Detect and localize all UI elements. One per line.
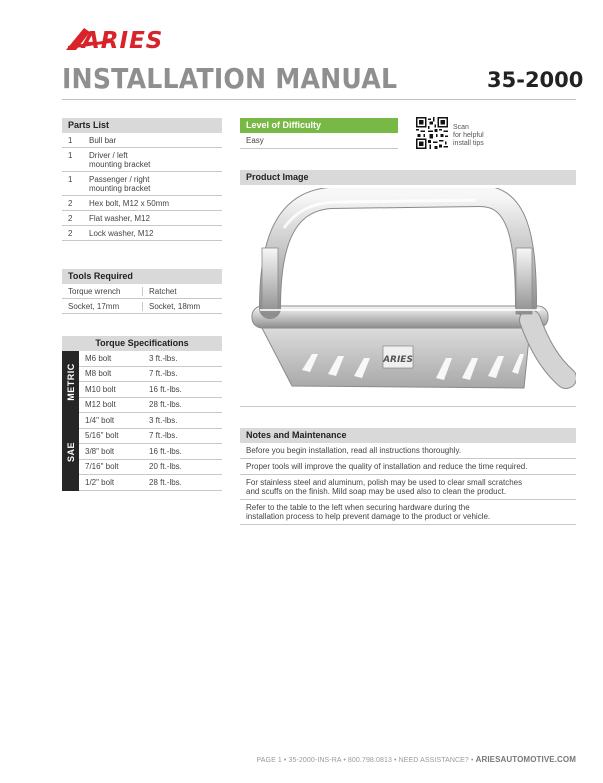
part-number: 35-2000 [487, 68, 584, 92]
torque-row [79, 382, 222, 398]
tools-heading: Tools Required [62, 269, 222, 284]
bolt-size: 5/16" bolt [85, 431, 119, 441]
difficulty-value: Easy [240, 133, 398, 149]
note-item: For stainless steel and aluminum, polish may be used to clear small scratches and scuffs on the finish. Mild soap may be used also to clean the product. [240, 475, 576, 500]
part-description: Passenger / right mounting bracket [89, 175, 151, 193]
part-quantity: 2 [68, 214, 73, 223]
torque-value: 7 ft.-lbs. [149, 369, 178, 379]
parts-row [62, 172, 222, 196]
part-description: Hex bolt, M12 x 50mm [89, 199, 170, 208]
page-footer [257, 755, 576, 764]
footer-website-link[interactable]: ARIESAUTOMOTIVE.COM [475, 755, 576, 764]
product-image-panel [240, 170, 576, 185]
torque-group-label [62, 413, 79, 491]
torque-rows [79, 413, 222, 491]
bolt-size: 3/8" bolt [85, 446, 115, 456]
bolt-size: M6 bolt [85, 353, 112, 363]
tool-item: Socket, 18mm [142, 302, 222, 311]
torque-heading: Torque Specifications [62, 336, 222, 351]
logo-text: ARIES [82, 28, 164, 52]
part-description: Lock washer, M12 [89, 229, 154, 238]
torque-row [79, 475, 222, 491]
bolt-size: 1/4" bolt [85, 415, 115, 425]
bolt-size: M8 bolt [85, 369, 112, 379]
bolt-size: M10 bolt [85, 384, 116, 394]
part-quantity: 2 [68, 229, 73, 238]
part-quantity: 1 [68, 151, 73, 160]
tool-item: Torque wrench [68, 286, 121, 296]
aries-logo [62, 26, 208, 52]
torque-group-metric [62, 351, 222, 413]
product-image-divider [240, 406, 576, 407]
parts-row [62, 196, 222, 211]
bolt-size: 7/16" bolt [85, 462, 119, 472]
page-title: INSTALLATION MANUAL [62, 62, 398, 95]
part-quantity: 1 [68, 175, 73, 184]
qr-code-icon[interactable] [416, 117, 448, 149]
note-item: Refer to the table to the left when securing hardware during the installation process to help prevent damage to the product or vehicle. [240, 500, 576, 525]
bolt-size: 1/2" bolt [85, 477, 115, 487]
bull-bar-illustration [240, 188, 576, 400]
tool-item: Ratchet [142, 287, 222, 296]
torque-value: 3 ft.-lbs. [149, 415, 178, 425]
parts-row [62, 226, 222, 241]
part-description: Bull bar [89, 136, 117, 145]
torque-group-label-text: METRIC [65, 363, 76, 401]
torque-rows [79, 351, 222, 413]
product-image-heading: Product Image [240, 170, 576, 185]
difficulty-panel [240, 118, 398, 149]
torque-group-sae [62, 413, 222, 491]
torque-value: 28 ft.-lbs. [149, 400, 182, 410]
note-item: Proper tools will improve the quality of installation and reduce the time required. [240, 459, 576, 475]
bolt-size: M12 bolt [85, 400, 116, 410]
torque-value: 20 ft.-lbs. [149, 462, 182, 472]
torque-row [79, 367, 222, 383]
footer-text: PAGE 1 • 35-2000-INS-RA • 800.798.0813 • NEED ASSISTANCE? • [256, 757, 474, 764]
part-quantity: 1 [68, 136, 73, 145]
torque-row [79, 444, 222, 460]
torque-row [79, 398, 222, 414]
torque-group-label-text: SAE [65, 441, 76, 462]
difficulty-heading: Level of Difficulty [240, 118, 398, 133]
parts-row [62, 133, 222, 148]
part-description: Driver / left mounting bracket [89, 151, 151, 169]
parts-list [62, 118, 222, 241]
parts-row [62, 211, 222, 226]
torque-value: 7 ft.-lbs. [149, 431, 178, 441]
plate-logo-text: ARIES [383, 355, 413, 365]
torque-row [79, 351, 222, 367]
torque-row [79, 460, 222, 476]
tool-item: Socket, 17mm [68, 301, 120, 311]
notes-maintenance [240, 428, 576, 525]
tools-row [62, 299, 222, 314]
part-description: Flat washer, M12 [89, 214, 150, 223]
torque-value: 16 ft.-lbs. [149, 384, 182, 394]
torque-group-label [62, 351, 79, 413]
notes-heading: Notes and Maintenance [240, 428, 576, 443]
title-divider [62, 99, 576, 100]
tools-row [62, 284, 222, 299]
torque-value: 3 ft.-lbs. [149, 353, 178, 363]
qr-caption: Scan for helpful install tips [453, 124, 484, 147]
torque-specifications [62, 336, 222, 491]
torque-row [79, 429, 222, 445]
parts-list-heading: Parts List [62, 118, 222, 133]
tools-required [62, 269, 222, 314]
note-item: Before you begin installation, read all instructions thoroughly. [240, 443, 576, 459]
parts-row [62, 148, 222, 172]
part-quantity: 2 [68, 199, 73, 208]
torque-value: 16 ft.-lbs. [149, 446, 182, 456]
torque-row [79, 413, 222, 429]
torque-value: 28 ft.-lbs. [149, 477, 182, 487]
